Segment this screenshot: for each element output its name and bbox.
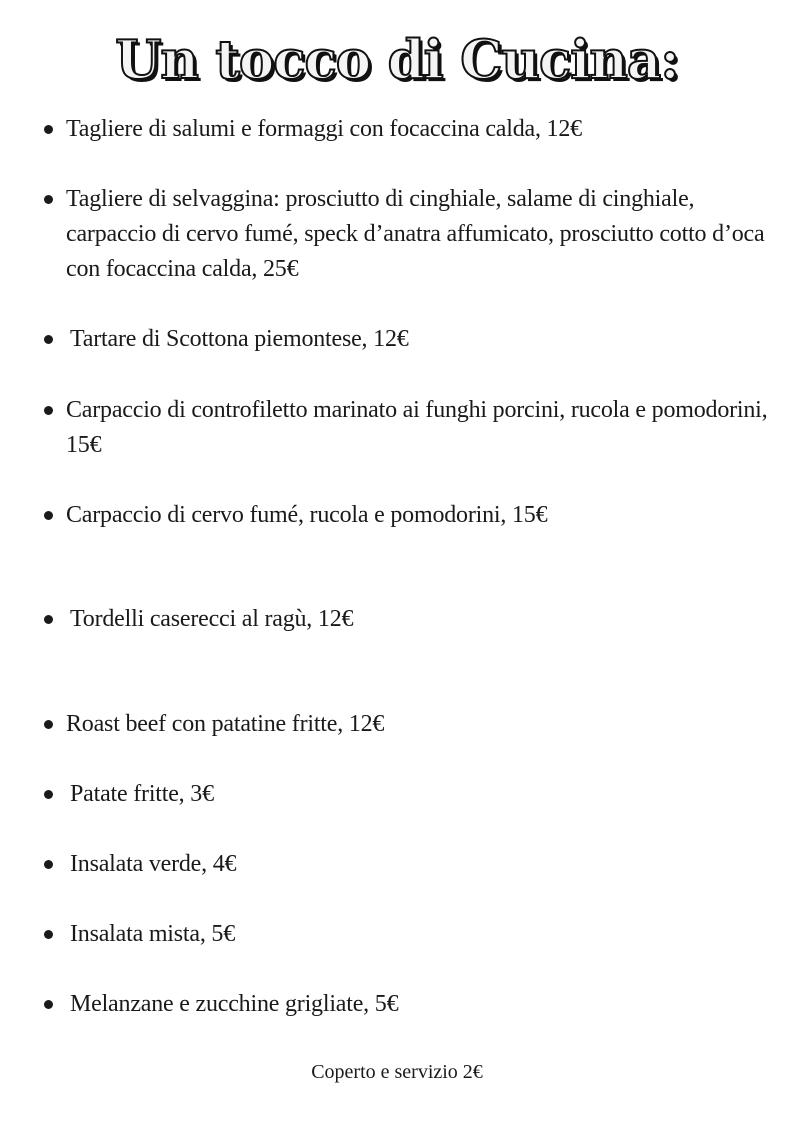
bullet-icon	[44, 195, 53, 204]
cover-charge-note: Coperto e servizio 2€	[311, 1061, 483, 1083]
bullet-icon	[44, 335, 53, 344]
bullet-icon	[44, 790, 53, 799]
menu-item-text: Tartare di Scottona piemontese, 12€	[70, 326, 409, 352]
menu-title: Un tocco di Cucina:	[115, 29, 679, 91]
bullet-icon	[44, 860, 53, 869]
bullet-icon	[44, 930, 53, 939]
bullet-icon	[44, 125, 53, 134]
menu-item-text: Patate fritte, 3€	[70, 781, 214, 807]
bullet-icon	[44, 511, 53, 520]
menu-item-text: Melanzane e zucchine grigliate, 5€	[70, 991, 399, 1017]
menu-item-text: Insalata mista, 5€	[70, 921, 236, 947]
bullet-icon	[44, 615, 53, 624]
menu-item-text: Insalata verde, 4€	[70, 851, 237, 877]
bullet-icon	[44, 1000, 53, 1009]
bullet-icon	[44, 406, 53, 415]
menu-item-text: Tordelli caserecci al ragù, 12€	[70, 606, 354, 632]
menu-item-text: Carpaccio di cervo fumé, rucola e pomodorini, 15€	[66, 502, 548, 528]
menu-item-text: Carpaccio di controfiletto marinato ai funghi porcini, rucola e pomodorini, 15€	[66, 397, 768, 458]
menu-item-text: Tagliere di salumi e formaggi con focaccina calda, 12€	[66, 116, 582, 142]
menu-item-text: Tagliere di selvaggina: prosciutto di cinghiale, salame di cinghiale, carpaccio di cervo fumé, speck d’anatra affumicato, prosciutto cotto d’oca con focaccina calda, 25€	[66, 186, 765, 282]
bullet-icon	[44, 720, 53, 729]
menu-item-text: Roast beef con patatine fritte, 12€	[66, 711, 385, 737]
